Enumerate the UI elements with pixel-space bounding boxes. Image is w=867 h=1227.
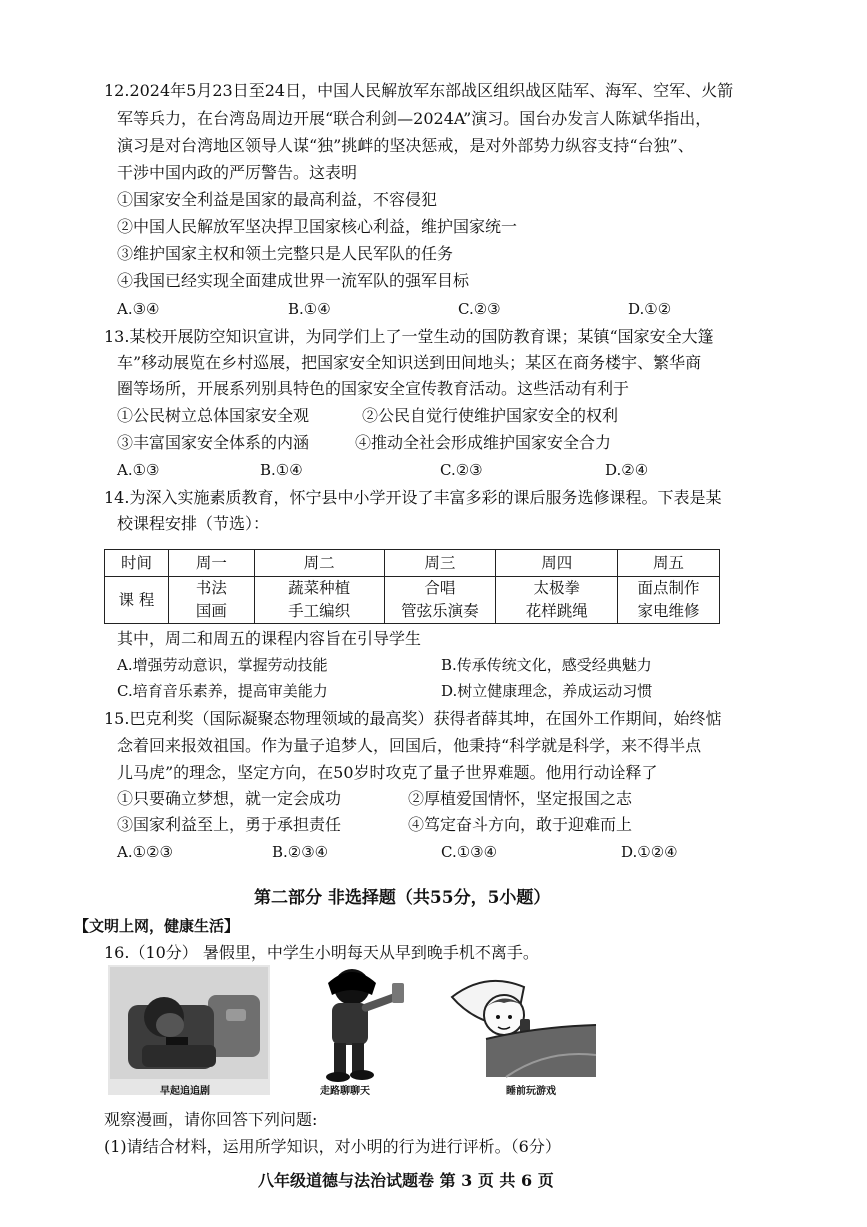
- q13-option-a: A.①③: [117, 461, 160, 479]
- q13-option-c: C.②③: [440, 461, 483, 479]
- course-name: 花样跳绳: [525, 602, 588, 620]
- table-header-cell: 周四: [496, 550, 618, 577]
- q15-option-c: C.①③④: [441, 843, 498, 861]
- q13-option-d: D.②④: [605, 461, 649, 479]
- q15-option-b: B.②③④: [272, 843, 329, 861]
- table-header-cell: 周二: [254, 550, 384, 577]
- table-row: [105, 577, 720, 624]
- cartoon-morning-drama: [108, 965, 270, 1095]
- q13-statement-3: ③丰富国家安全体系的内涵: [117, 433, 310, 452]
- q12-option-c: C.②③: [458, 300, 501, 318]
- cartoon-bedtime-gaming-icon: [446, 965, 602, 1095]
- part-two-title: 第二部分 非选择题（共55分，5小题）: [254, 888, 551, 908]
- cartoon-walking-chat: [288, 965, 428, 1095]
- cartoon-caption-3: 睡前玩游戏: [506, 1086, 556, 1097]
- q16-observe-prompt: 观察漫画，请你回答下列问题:: [104, 1110, 318, 1129]
- q12-statement-4: ④我国已经实现全面建成世界一流军队的强军目标: [117, 271, 470, 290]
- q13-line-1: 13.某校开展防空知识宣讲，为同学们上了一堂生动的国防教育课；某镇“国家安全大篷: [104, 327, 714, 346]
- table-cell: [496, 577, 618, 624]
- q13-statement-2: ②公民自觉行使维护国家安全的权利: [362, 406, 619, 425]
- q15-option-d: D.①②④: [621, 843, 678, 861]
- q12-line-4: 干涉中国内政的严厉警告。这表明: [117, 163, 358, 182]
- table-header-cell: 周一: [168, 550, 254, 577]
- q13-line-2: 车”移动展览在乡村巡展，把国家安全知识送到田间地头；某区在商务楼宇、繁华商: [117, 353, 702, 372]
- q15-line-3: 儿马虎”的理念，坚定方向，在50岁时攻克了量子世界难题。他用行动诠释了: [117, 763, 658, 782]
- section-title: 【文明上网，健康生活】: [74, 917, 240, 935]
- q12-option-d: D.①②: [628, 300, 672, 318]
- q15-option-a: A.①②③: [117, 843, 173, 861]
- q15-statement-2: ②厚植爱国情怀，坚定报国之志: [408, 789, 633, 808]
- course-name: 蔬菜种植: [288, 579, 351, 597]
- course-name: 太极拳: [533, 579, 580, 597]
- cartoon-caption-2: 走路聊聊天: [320, 1086, 370, 1097]
- q12-line-1: 12.2024年5月23日至24日，中国人民解放军东部战区组织战区陆军、海军、空军、火箭: [104, 81, 734, 100]
- q12-statement-1: ①国家安全利益是国家的最高利益，不容侵犯: [117, 190, 438, 209]
- q12-statement-2: ②中国人民解放军坚决捍卫国家核心利益，维护国家统一: [117, 217, 518, 236]
- q13-line-3: 圈等场所，开展系列别具特色的国家安全宣传教育活动。这些活动有利于: [117, 379, 630, 398]
- q15-statement-3: ③国家利益至上，勇于承担责任: [117, 815, 342, 834]
- q16-sub-question-1: (1)请结合材料，运用所学知识，对小明的行为进行评析。（6分）: [104, 1137, 561, 1156]
- table-cell: [618, 577, 720, 624]
- table-cell: [384, 577, 496, 624]
- course-name: 合唱: [424, 579, 456, 597]
- cartoon-bedtime-gaming: [446, 965, 602, 1095]
- q12-option-b: B.①④: [288, 300, 331, 318]
- q12-option-a: A.③④: [117, 300, 160, 318]
- table-cell: [254, 577, 384, 624]
- q12-line-2: 军等兵力，在台湾岛周边开展“联合利剑—2024A”演习。国台办发言人陈斌华指出，: [117, 109, 712, 128]
- page-footer: 八年级道德与法治试题卷 第 3 页 共 6 页: [258, 1171, 554, 1190]
- cartoon-morning-drama-icon: [108, 965, 270, 1095]
- table-header-cell: 周三: [384, 550, 496, 577]
- q15-statement-4: ④笃定奋斗方向，敢于迎难而上: [408, 815, 633, 834]
- q14-stem-after-table: 其中，周二和周五的课程内容旨在引导学生: [117, 629, 422, 648]
- course-schedule-table: [104, 549, 720, 624]
- table-cell: [168, 577, 254, 624]
- row-label-cell: 课 程: [105, 577, 169, 624]
- course-name: 管弦乐演奏: [401, 602, 479, 620]
- cartoon-caption-1: 早起追追剧: [160, 1086, 210, 1097]
- q13-statement-4: ④推动全社会形成维护国家安全合力: [355, 433, 612, 452]
- q16-intro: 16.（10分） 暑假里，中学生小明每天从早到晚手机不离手。: [104, 943, 539, 962]
- cartoon-walking-chat-icon: [288, 965, 428, 1095]
- course-name: 书法: [195, 579, 227, 597]
- table-header-cell: 时间: [105, 550, 169, 577]
- q15-line-2: 念着回来报效祖国。作为量子追梦人，回国后，他秉持“科学就是科学，来不得半点: [117, 736, 702, 755]
- course-name: 手工编织: [288, 602, 351, 620]
- table-header-row: [105, 550, 720, 577]
- q14-line-1: 14.为深入实施素质教育，怀宁县中小学开设了丰富多彩的课后服务选修课程。下表是某: [104, 488, 722, 507]
- table-header-cell: 周五: [618, 550, 720, 577]
- q14-option-d: D.树立健康理念，养成运动习惯: [441, 682, 653, 700]
- q13-statement-1: ①公民树立总体国家安全观: [117, 406, 310, 425]
- course-name: 家电维修: [637, 602, 700, 620]
- q15-line-1: 15.巴克利奖（国际凝聚态物理领域的最高奖）获得者薛其坤，在国外工作期间，始终惦: [104, 709, 722, 728]
- q15-statement-1: ①只要确立梦想，就一定会成功: [117, 789, 342, 808]
- q14-option-a: A.增强劳动意识，掌握劳动技能: [117, 656, 328, 674]
- q14-option-b: B.传承传统文化，感受经典魅力: [441, 656, 652, 674]
- q13-option-b: B.①④: [260, 461, 303, 479]
- course-name: 面点制作: [637, 579, 700, 597]
- q12-statement-3: ③维护国家主权和领土完整只是人民军队的任务: [117, 244, 454, 263]
- q12-line-3: 演习是对台湾地区领导人谋“独”挑衅的坚决惩戒，是对外部势力纵容支持“台独”、: [117, 136, 694, 155]
- course-name: 国画: [195, 602, 227, 620]
- q14-line-2: 校课程安排（节选）：: [117, 514, 270, 533]
- q14-option-c: C.培育音乐素养，提高审美能力: [117, 682, 328, 700]
